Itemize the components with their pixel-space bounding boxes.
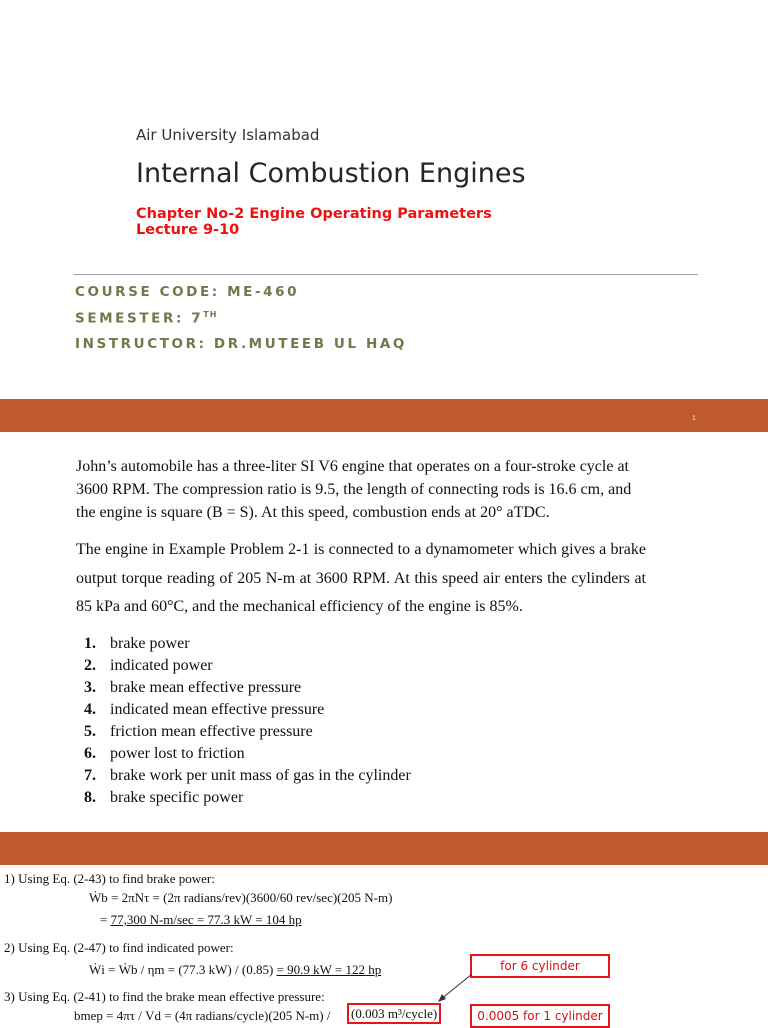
list-item: 6. power lost to friction bbox=[84, 745, 245, 762]
list-item: 3. brake mean effective pressure bbox=[84, 679, 302, 696]
question-list bbox=[84, 633, 411, 809]
slide-separator-bar bbox=[0, 832, 768, 865]
list-item: 7. brake work per unit mass of gas in the cylinder bbox=[84, 767, 411, 784]
solution-3-heading: 3) Using Eq. (2-41) to find the brake mean effective pressure: bbox=[4, 989, 325, 1004]
highlighted-displacement: (0.003 m³/cycle) bbox=[347, 1003, 441, 1024]
course-code: COURSE CODE: ME-460 bbox=[75, 284, 300, 300]
list-item: 8. brake specific power bbox=[84, 789, 244, 806]
problem-paragraph-2: The engine in Example Problem 2-1 is connected to a dynamometer which gives a brake output torque reading of 205 N-m at 3600 RPM. At this speed air enters the cylinders at 85 kPa and 60°C, and the mechanical efficiency of the engine is 85%. bbox=[76, 541, 646, 615]
university-name: Air University Islamabad bbox=[136, 126, 320, 144]
list-item: 5. friction mean effective pressure bbox=[84, 723, 313, 740]
solution-3-equation: bmep = 4πτ / Vd = (4π radians/cycle)(205 N-m) / bbox=[74, 1008, 331, 1023]
page-number: 1 bbox=[692, 415, 696, 422]
solution-1-equation: Ẇb = 2πNτ = (2π radians/rev)(3600/60 rev/sec)(205 N-m) bbox=[89, 890, 393, 905]
annotation-6-cylinder: for 6 cylinder bbox=[470, 954, 610, 978]
chapter-heading bbox=[136, 206, 492, 238]
annotation-arrow bbox=[430, 970, 480, 1006]
chapter-line: Chapter No-2 Engine Operating Parameters bbox=[136, 206, 492, 222]
semester bbox=[75, 310, 217, 327]
solution-2-equation: Ẇi = Ẇb / ηm = (77.3 kW) / (0.85) = 90.9 kW = 122 hp bbox=[89, 962, 382, 977]
instructor: INSTRUCTOR: DR.MUTEEB UL HAQ bbox=[75, 336, 408, 352]
solution-1-heading: 1) Using Eq. (2-43) to find brake power: bbox=[4, 871, 215, 886]
divider bbox=[74, 274, 698, 275]
solution-1-result: = 77,300 N-m/sec = 77.3 kW = 104 hp bbox=[100, 912, 302, 927]
course-title: Internal Combustion Engines bbox=[136, 158, 526, 189]
list-item: 1. brake power bbox=[84, 635, 190, 652]
semester-text: SEMESTER: 7 bbox=[75, 310, 204, 327]
lecture-line: Lecture 9-10 bbox=[136, 222, 240, 238]
slide-footer-bar bbox=[0, 399, 768, 432]
problem-paragraph-1: John’s automobile has a three-liter SI V6 engine that operates on a four-stroke cycle at 3600 RPM. The compression ratio is 9.5, the length of connecting rods is 16.6 cm, and the engine is square (B = S). At this speed, combustion ends at 20° aTDC. bbox=[76, 458, 632, 521]
solution-2-heading: 2) Using Eq. (2-47) to find indicated power: bbox=[4, 940, 234, 955]
list-item: 2. indicated power bbox=[84, 657, 213, 674]
semester-suffix: TH bbox=[203, 310, 218, 319]
list-item: 4. indicated mean effective pressure bbox=[84, 701, 325, 718]
annotation-1-cylinder: 0.0005 for 1 cylinder bbox=[470, 1004, 610, 1028]
